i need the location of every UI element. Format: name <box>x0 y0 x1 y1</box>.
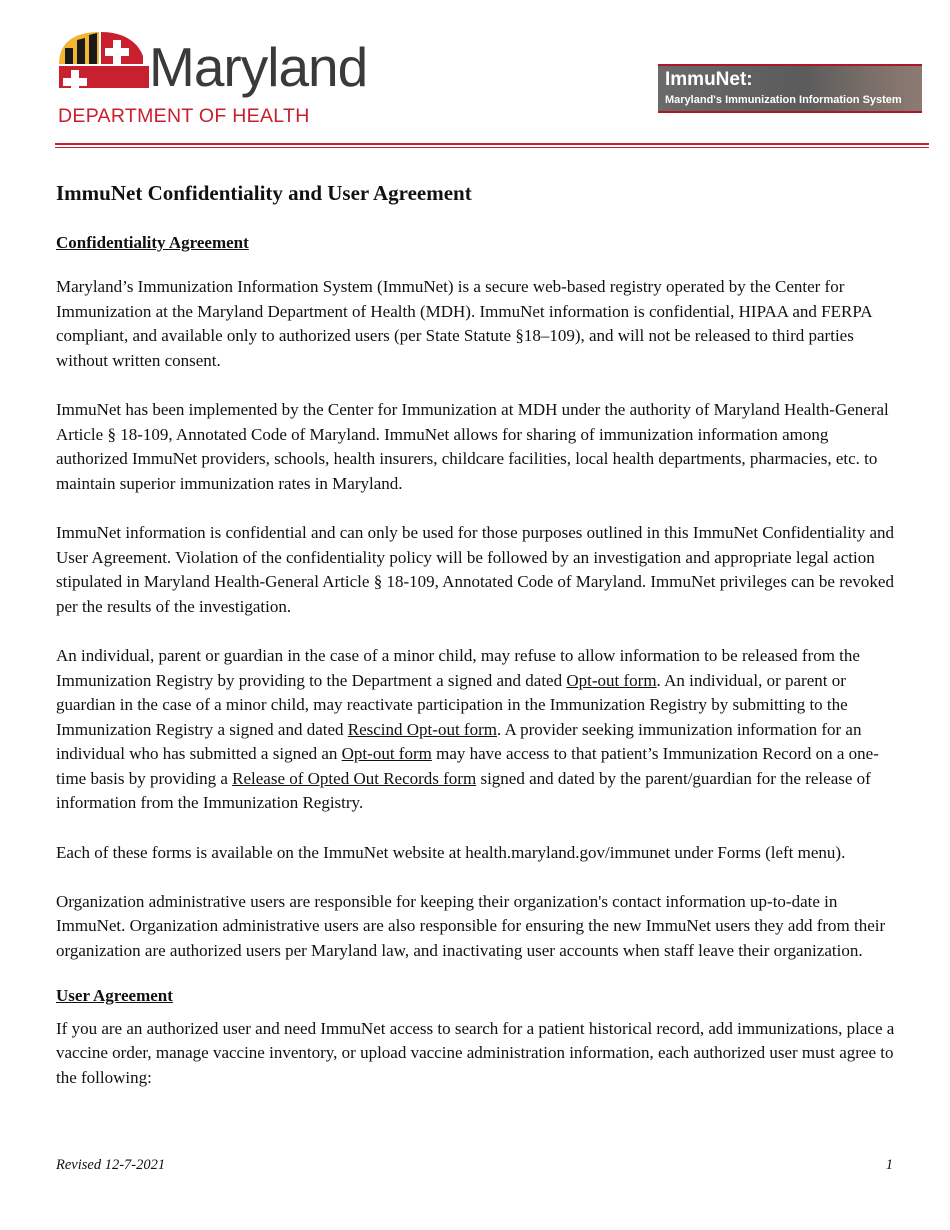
paragraph-forms-location: Each of these forms is available on the ImmuNet website at health.maryland.gov/immunet under Forms (left menu). <box>56 842 846 862</box>
release-opted-out-records-form-link[interactable]: Release of Opted Out Records form <box>232 768 477 788</box>
logo-wordmark: Maryland <box>149 36 368 98</box>
maryland-flag-icon <box>57 30 149 92</box>
maryland-health-logo <box>57 30 407 130</box>
user-agreement-heading: User Agreement <box>56 985 173 1005</box>
rescind-opt-out-form-link[interactable]: Rescind Opt-out form <box>347 719 497 739</box>
banner-subtitle: Maryland's Immunization Information System <box>665 94 902 106</box>
opt-out-text-1: An individual, parent or guardian in the case of a minor child, may refuse to allow information to be released from the Immunization Registry by providing to the Department a signed and dated <box>56 645 860 690</box>
banner-title: ImmuNet: <box>665 69 753 90</box>
header-rule-bottom <box>55 147 929 148</box>
page-header <box>0 0 950 150</box>
opt-out-form-link[interactable]: Opt-out form <box>566 670 657 690</box>
opt-out-form-link-2[interactable]: Opt-out form <box>341 744 432 764</box>
paragraph-authority: ImmuNet has been implemented by the Center for Immunization at MDH under the authority of Maryland Health-General Article § 18-109, Annotated Code of Maryland. ImmuNet allows for sharing of immunization information among authorized ImmuNet providers, schools, health insurers, childcare facilities, local health departments, pharmacies, etc. to maintain superior immunization rates in Maryland. <box>56 399 889 493</box>
footer-revised-date: Revised 12-7-2021 <box>56 1157 166 1173</box>
document-body <box>56 176 898 1090</box>
paragraph-registry-overview: Maryland’s Immunization Information System (ImmuNet) is a secure web-based registry operated by the Center for Immunization at the Maryland Department of Health (MDH). ImmuNet information is confidential, HIPAA and FERPA compliant, and available only to authorized users (per State Statute §18–109), and will not be released to third parties without written consent. <box>56 277 872 370</box>
document-title: ImmuNet Confidentiality and User Agreement <box>56 181 472 205</box>
opt-out-text-2: . An individual, or parent or guardian in the case of a minor child, may reactivate participation in the Immunization Registry by submitting to the Immunization Registry a signed and dated <box>56 670 848 739</box>
paragraph-confidential-use: ImmuNet information is confidential and can only be used for those purposes outlined in this ImmuNet Confidentiality and User Agreement. Violation of the confidentiality policy will be followed by an investigation and appropriate legal action stipulated in Maryland Health-General Article § 18-109, Annotated Code of Maryland. ImmuNet privileges can be revoked per the results of the investigation. <box>56 522 895 616</box>
paragraph-user-agreement-intro: If you are an authorized user and need ImmuNet access to search for a patient historical record, add immunizations, place a vaccine order, manage vaccine inventory, or upload vaccine administration information, each authorized user must agree to the following: <box>56 1018 895 1087</box>
paragraph-admin-responsibilities: Organization administrative users are responsible for keeping their organization's contact information up-to-date in ImmuNet. Organization administrative users are also responsible for ensuring the new ImmuNet users they add from their organization are authorized users per Maryland law, and inactivating user accounts when staff leave their organization. <box>56 891 886 961</box>
confidentiality-heading: Confidentiality Agreement <box>56 233 249 252</box>
opt-out-text-3: . A provider seeking immunization information for an individual who has submitted a signed an <box>56 719 862 764</box>
logo-department: DEPARTMENT OF HEALTH <box>58 105 310 127</box>
opt-out-text-4: may have access to that patient’s Immunization Record on a one-time basis by providing a <box>56 744 879 788</box>
header-rule-top <box>55 143 929 145</box>
footer-page-number: 1 <box>885 1157 893 1173</box>
immunet-banner <box>658 64 922 113</box>
paragraph-opt-out <box>56 644 898 816</box>
opt-out-text-5: signed and dated by the parent/guardian for the release of information from the Immunization Registry. <box>56 768 871 813</box>
